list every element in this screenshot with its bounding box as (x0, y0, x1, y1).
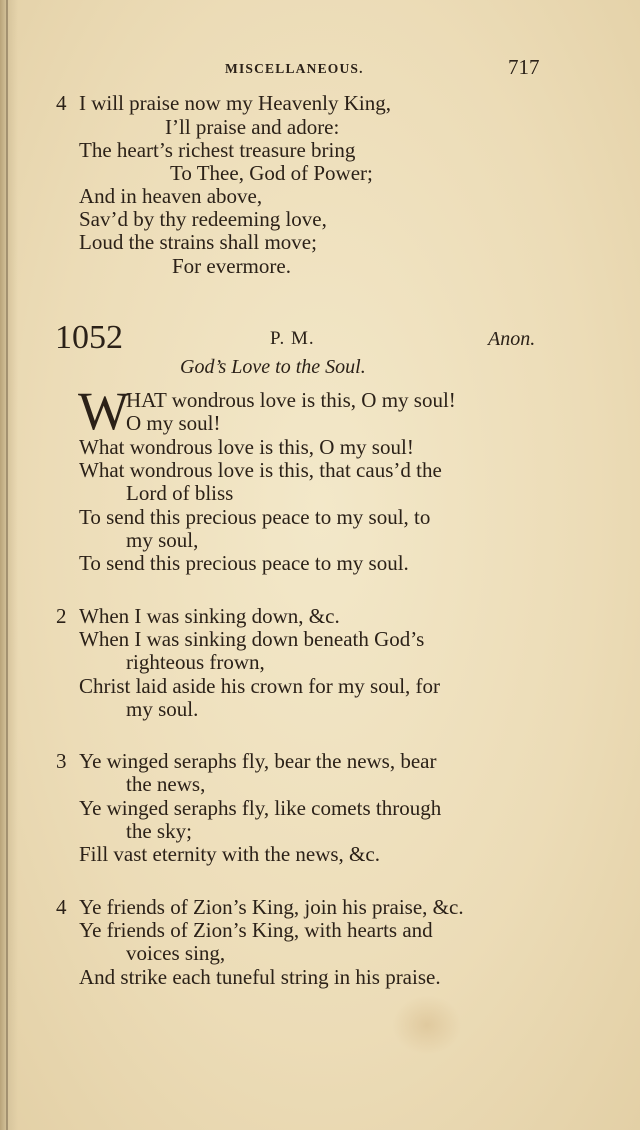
verse-line: Loud the strains shall move; (79, 230, 317, 254)
verse-line: What wondrous love is this, that caus’d the (79, 458, 442, 482)
verse-number: 3 (56, 749, 67, 773)
page-number: 717 (508, 55, 540, 79)
verse-line: I will praise now my Heavenly King, (79, 91, 392, 115)
hymn-meter: P. M. (270, 328, 315, 349)
verse-line: Ye winged seraphs fly, bear the news, bear (79, 749, 437, 773)
verse-line: Ye friends of Zion’s King, join his praise, &c. (79, 895, 464, 919)
verse-line: the news, (126, 772, 206, 796)
verse-line: And strike each tuneful string in his praise. (79, 965, 441, 989)
hymn-number: 1052 (55, 319, 123, 356)
verse-number: 2 (56, 604, 67, 628)
verse-line: my soul. (126, 697, 199, 721)
hymn-author: Anon. (488, 328, 536, 350)
running-title: MISCELLANEOUS. (225, 61, 364, 76)
verse-line: HAT wondrous love is this, O my soul! (126, 388, 456, 412)
verse-line: When I was sinking down beneath God’s (79, 627, 425, 651)
verse-line: Ye winged seraphs fly, like comets through (79, 796, 442, 820)
verse-line: I’ll praise and adore: (165, 115, 340, 139)
drop-cap: W (78, 381, 129, 441)
verse-line: Ye friends of Zion’s King, with hearts and (79, 918, 433, 942)
hymn-title: God’s Love to the Soul. (180, 356, 366, 378)
verse-line: To Thee, God of Power; (170, 161, 373, 185)
verse-line: O my soul! (126, 411, 221, 435)
verse-line: Fill vast eternity with the news, &c. (79, 842, 380, 866)
verse-line: When I was sinking down, &c. (79, 604, 340, 628)
verse-line: my soul, (126, 528, 199, 552)
verse-line: The heart’s richest treasure bring (79, 138, 356, 162)
verse-line: And in heaven above, (79, 184, 263, 208)
verse-line: To send this precious peace to my soul, to (79, 505, 431, 529)
verse-line: To send this precious peace to my soul. (79, 551, 409, 575)
verse-line: Sav’d by thy redeeming love, (79, 207, 327, 231)
running-head (0, 55, 640, 82)
verse-line: voices sing, (126, 941, 226, 965)
verse-number: 4 (56, 91, 67, 115)
verse-number: 4 (56, 895, 67, 919)
verse-line: What wondrous love is this, O my soul! (79, 435, 414, 459)
verse-line: For evermore. (172, 254, 291, 278)
verse-line: Lord of bliss (126, 481, 234, 505)
verse-line: righteous frown, (126, 650, 265, 674)
verse-line: the sky; (126, 819, 192, 843)
verse-line: Christ laid aside his crown for my soul, for (79, 674, 441, 698)
